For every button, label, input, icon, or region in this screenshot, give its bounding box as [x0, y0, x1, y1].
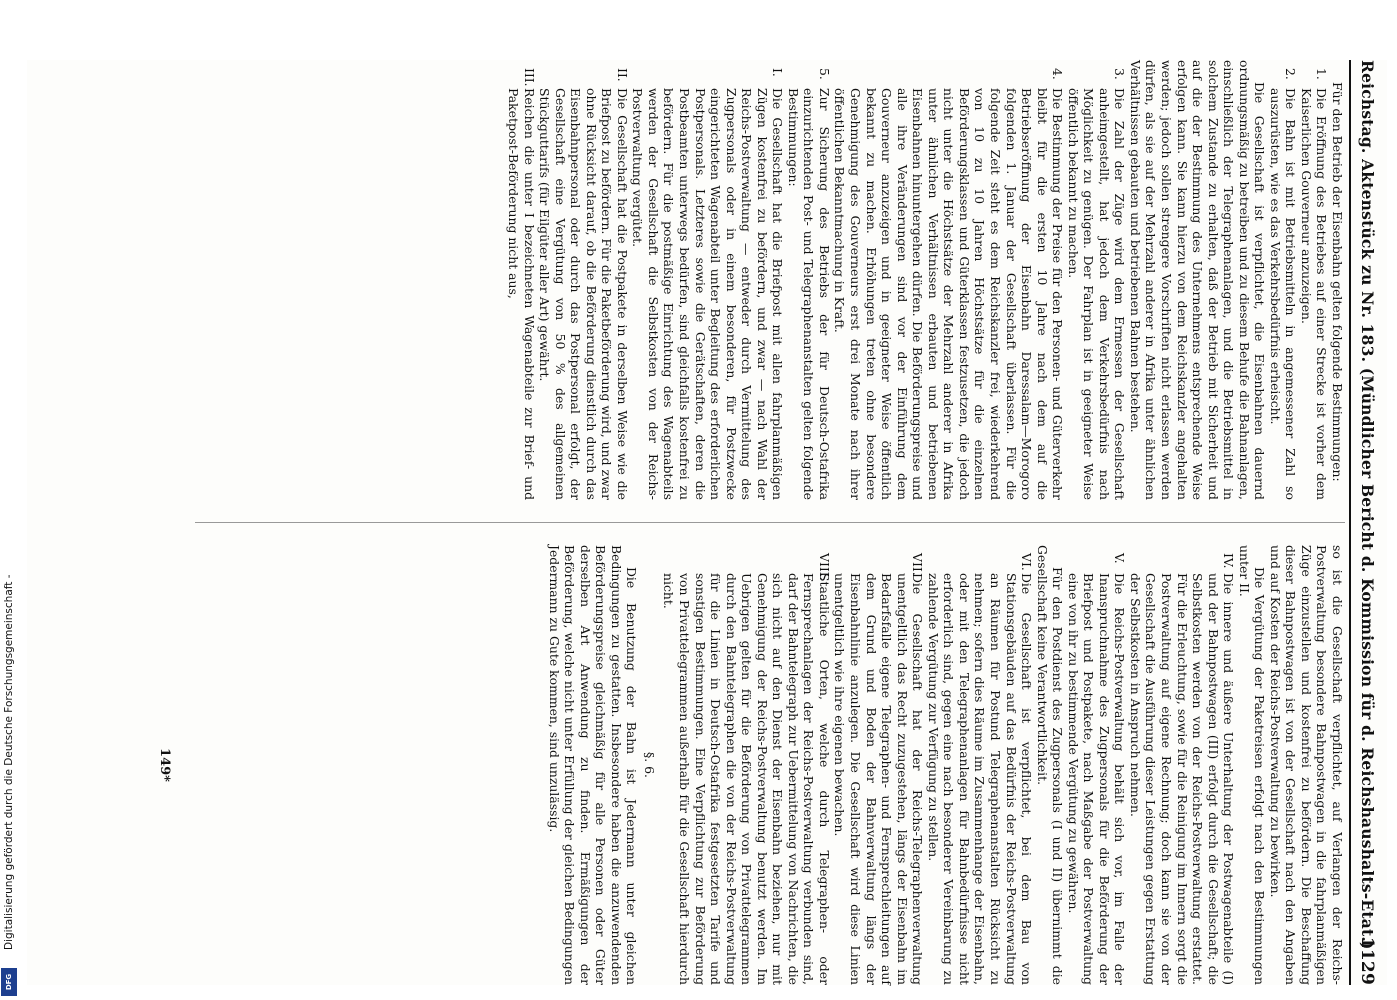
paragraph-item: [630, 60, 785, 500]
footer-page-number: 149*: [157, 748, 172, 782]
item-number: 2.: [1283, 68, 1299, 80]
item-text: Die Reichs-Postverwaltung behält sich vor, im Falle der Inanspruchnahme des Zugpersonals für die Beförderung der Briefpost und Postpakete, nach Maßgabe der Postverwaltung eine von ihr zu bestimmende Vergütung zu gewähren.: [1065, 573, 1128, 985]
paragraph-item: [785, 60, 832, 500]
item-number: 5.: [816, 68, 832, 80]
item-number: VII.: [910, 553, 926, 576]
item-number: II.: [614, 68, 630, 82]
item-number: 1.: [1314, 68, 1330, 80]
item-text: Die Gesellschaft ist verpflichtet, die Eisenbahnen dauernd ordnungsmäßig zu betreiben und zu diesem Behufe die Bahnanlagen, einschließlich der Telegraphenanlagen, und die Betriebsmittel in solchem Zustande zu erhalten, daß der Betrieb mit Sicherheit und auf die der Bestimmung des Unternehmens entsprechende Weise erfolgen kann. Sie kann hierzu von dem Reichskanzler angehalten werden; jedoch sollen strengere Vorschriften nicht erlassen werden dürfen, als sie auf der Mehrzahl anderer in Afrika unter ähnlichen Verhältnissen gebauten und betriebenen Bahnen bestehen.: [1127, 60, 1268, 500]
right-roman-items: [661, 545, 1236, 985]
item-number: 4.: [1050, 68, 1066, 80]
paragraph-item: [1298, 60, 1329, 500]
item-text: Die Gesellschaft hat die Postpakete in derselben Weise wie die Briefpost zu befördern. Für die Paketbeförderung wird, und zwar ohne Rücksicht darauf, ob die Beförderung dienstlich durch das Eisenbahnpersonal oder durch das Postpersonal erfolgt, der Gesellschaft eine Vergütung von 50 % des allgemeinen Stückguttarifs (für Eilgüter aller Art) gewährt.: [537, 88, 630, 500]
section-heading: §. 6.: [641, 752, 657, 778]
paragraph-item: [537, 60, 630, 500]
item-text: Die Gesellschaft hat der Reichs-Telegraphenverwaltung unentgeltlich das Recht zuzugestehen, längs der Eisenbahn im Bedarfsfalle eigene Telegraphen- und Fernsprechleitungen auf dem Grund und Boden der Bahnverwaltung längs der Eisenbahnlinie anzulegen. Die Gesellschaft wird diese Linien unentgeltlich wie ihre eigenen bewachen.: [832, 573, 926, 985]
item-number: III.: [521, 68, 537, 87]
item-text: Die Bahn ist mit Betriebsmitteln in angemessener Zahl so auszurüsten, wie es das Verkehrsbedürfnis erheischt.: [1267, 88, 1299, 500]
paragraph-item: [925, 545, 1034, 985]
item-text: Die Gesellschaft ist verpflichtet, bei dem Bau von Stationsgebäuden auf das Bedürfnis der Reichs-Postverwaltung an Räumen für Postund Telegraphenanstalten Rücksicht zu nehmen; sofern dies Räume im Zusammenhange der Eisenbahn, oder mit den Telegraphenanlagen für Bahnbedürfnisse nicht erforderlich sind, gegen eine nach besonderer Vereinbarung zu zahlende Vergütung zur Verfügung zu stellen.: [925, 573, 1035, 985]
item-text: Die Gesellschaft hat die Briefpost mit allen fahrplanmäßigen Zügen kostenfrei zu befördern, und zwar — nach Wahl der Reichs-Postverwaltung — entweder durch Vermittelung des Zugpersonals oder in einem besonderen, für Postzwecke eingerichteten Wagenabteil unter Begleitung des erforderlichen Postpersonals. Letzteres sowie die Gerätschaften, deren die Postbeamten unterwegs bedürfen, sind gleichfalls kostenfrei zu befördern. Für die postmäßige Einrichtung des Wagenabteils werden der Gesellschaft die Selbstkosten von der Reichs-Postverwaltung vergütet.: [630, 88, 786, 500]
page-number: 1129: [1357, 936, 1377, 985]
left-roman-items: [505, 60, 785, 500]
left-column: [505, 60, 1345, 500]
paragraph-item: [1127, 545, 1236, 985]
digitization-credit: Digitalisierung gefördert durch die Deutsche Forschungsgemeinschaft -: [3, 574, 15, 950]
item-number: 3.: [1112, 68, 1128, 80]
dfg-logo-icon: [1, 968, 17, 996]
continuation-paragraph: so ist die Gesellschaft verpflichtet, auf Verlangen der Reichs-Postverwaltung besondere Bahnpostwagen in die fahrplanmäßigen Züge einzustellen und kostenfrei zu befördern. Die Beschaffung dieser Bahnpostwagen ist von der Gesellschaft nach den Angaben und auf Kosten der Reichs-Postverwaltung zu bewirken.: [1267, 545, 1345, 985]
paragraph-item: [505, 60, 536, 500]
item-text: Zur Sicherung des Betriebs der für Deutsch-Ostafrika einzurichtenden Post- und Telegraphenanstalten gelten folgende Bestimmungen:: [785, 88, 832, 500]
item-text: Die Bestimmung der Preise für den Personen- und Güterverkehr bleibt für die ersten 10 Jahre nach dem auf die Betriebseröffnung der Eisenbahn Daressalam—Morogoro folgenden 1. Januar der Gesellschaft überlassen. Für die folgende Zeit steht es dem Reichskanzler frei, wiederkehrend von 10 zu 10 Jahren Höchstsätze für die einzelnen Beförderungsklassen und Güterklassen festzusetzen, die jedoch nicht unter die Höchstsätze der Mehrzahl anderer in Afrika unter ähnlichen Verhältnissen erbauten und betriebenen Eisenbahnen hinuntergehen dürfen. Die Beförderungspreise und alle ihre Veränderungen sind vor der Einführung dem Gouverneur anzuzeigen und in geeigneter Weise öffentlich bekannt zu machen. Erhöhungen treten ohne besondere Genehmigung des Gouverneurs erst drei Monate nach ihrer öffentlichen Bekanntmachung in Kraft.: [832, 88, 1066, 500]
continuation-paragraph-2: Die Vergütung der Paketreisen erfolgt nach den Bestimmungen unter II.: [1236, 545, 1268, 985]
item-text: Für den Postdienst des Zugpersonals (I und II) übernimmt die Gesellschaft keine Verantwortlichkeit.: [1034, 545, 1066, 985]
paragraph-item: [1065, 545, 1127, 985]
right-column: [546, 545, 1345, 985]
section-paragraph: Die Benutzung der Bahn ist Jedermann unter gleichen Bedingungen zu gestatten. Insbesondere haben die anzuwendenden Beförderungspreise gleichmäßig für alle Personen oder Güter derselben Art Anwendung zu finden. Ermäßigungen der Beförderung, welche nicht unter Erfüllung der gleichen Bedingungen Jedermann zu Gute kommen, sind unzulässig.: [546, 545, 640, 985]
intro-paragraph: Für den Betrieb der Eisenbahn gelten folgende Bestimmungen:: [1330, 82, 1345, 482]
paragraph-item: [1127, 60, 1267, 500]
item-text: Reichen die unter I bezeichneten Wagenabteile zur Brief- und Paketpost-Beförderung nicht aus,: [506, 88, 537, 500]
digitization-strip: [0, 0, 18, 1000]
item-text: Die innere und äußere Unterhaltung der Postwagenabteile (I) und der Bahnpostwagen (III) erfolgt durch die Gesellschaft; die Selbstkosten werden von der Reichs-Postverwaltung erstattet. Für die Erleuchtung, sowie für die Reinigung im Innern sorgt die Postverwaltung auf eigene Rechnung; doch kann sie von der Gesellschaft die Ausführung dieser Leistungen gegen Erstattung der Selbstkosten in Anspruch nehmen.: [1127, 573, 1237, 985]
item-text: Die Eröffnung des Betriebes auf einer Strecke ist vorher dem Kaiserlichen Gouverneur anzuzeigen.: [1298, 88, 1330, 500]
paragraph-item: [832, 545, 925, 985]
header-rule: [1349, 60, 1351, 985]
left-items: [785, 60, 1329, 500]
column-divider: [195, 522, 1345, 523]
item-number: V.: [1112, 553, 1128, 564]
paragraph-item: [1034, 545, 1065, 985]
header-title: Reichstag. Aktenstück zu Nr. 183. (Mündlicher Bericht d. Kommission für d. Reichshaushalts-Etat.): [1358, 60, 1377, 950]
paragraph-item: [832, 60, 1065, 500]
item-number: I.: [770, 68, 786, 77]
paragraph-item: [661, 545, 832, 985]
item-number: VI.: [1019, 553, 1035, 571]
item-text: Staatliche Orten, welche durch Telegraphen- oder Fernsprechanlagen der Reichs-Postverwaltung verbunden sind, darf der Bahntelegraph zur Uebermittelung von Nachrichten, die sich nicht auf den Dienst der Eisenbahn beziehen, nur mit Genehmigung der Reichs-Postverwaltung benutzt werden. Im Uebrigen gelten für die Beförderung von Privattelegrammen durch den Bahntelegraphen die von der Reichs-Postverwaltung für die Linien in Deutsch-Ostafrika festgesetzten Tarife und sonstigen Bestimmungen. Eine Verpflichtung zur Beförderung von Privattelegrammen außerhalb für die Gesellschaft hierdurch nicht.: [661, 573, 832, 985]
item-text: Die Zahl der Züge wird dem Ermessen der Gesellschaft anheimgestellt, hat jedoch dem Verkehrsbedürfnis nach Möglichkeit zu genügen. Der Fahrplan ist in geeigneter Weise öffentlich bekannt zu machen.: [1065, 88, 1128, 500]
item-number: IV.: [1221, 553, 1237, 569]
paragraph-item: [1065, 60, 1127, 500]
page-header: [1358, 60, 1377, 985]
item-number: VIII.: [816, 553, 832, 581]
dfg-logo-text: DFG: [5, 973, 13, 991]
paragraph-item: [1267, 60, 1298, 500]
